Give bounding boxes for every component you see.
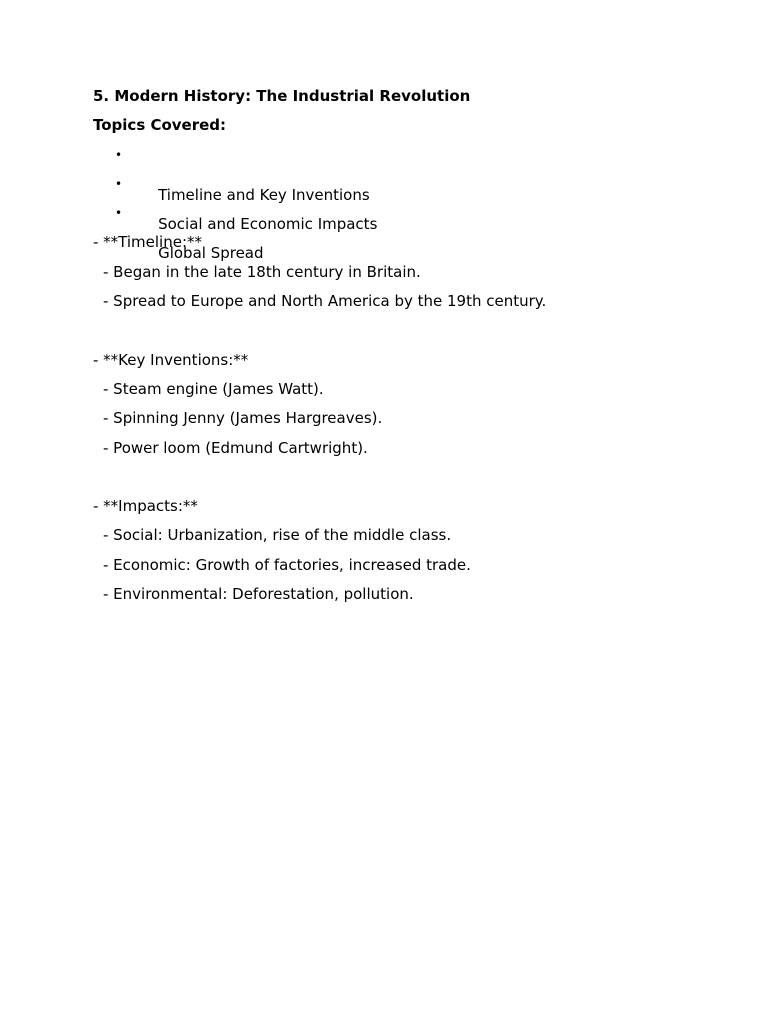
topic-label: Timeline and Key Inventions: [158, 185, 370, 204]
timeline-heading: - **Timeline:**: [93, 233, 203, 252]
timeline-item: - Began in the late 18th century in Britain.: [103, 262, 421, 281]
invention-item: - Spinning Jenny (James Hargreaves).: [103, 409, 383, 428]
bullet-icon: •: [115, 147, 123, 162]
topic-label: Social and Economic Impacts: [158, 214, 378, 233]
topics-heading: Topics Covered:: [93, 116, 227, 135]
invention-item: - Steam engine (James Watt).: [103, 379, 324, 398]
topic-list-item: [93, 174, 728, 233]
impact-item: - Economic: Growth of factories, increased trade.: [103, 555, 471, 574]
impacts-heading: - **Impacts:**: [93, 497, 198, 516]
impact-item: - Environmental: Deforestation, pollution.: [103, 585, 414, 604]
topic-list-item: [93, 145, 728, 204]
inventions-heading: - **Key Inventions:**: [93, 350, 249, 369]
impact-item: - Social: Urbanization, rise of the middle class.: [103, 526, 452, 545]
timeline-item: - Spread to Europe and North America by the 19th century.: [103, 292, 547, 311]
document-page: [93, 86, 728, 613]
invention-item: - Power loom (Edmund Cartwright).: [103, 438, 368, 457]
topic-label: Global Spread: [158, 244, 264, 263]
section-spacer: [93, 467, 728, 496]
document-title: 5. Modern History: The Industrial Revolution: [93, 87, 471, 105]
bullet-icon: •: [115, 176, 123, 191]
bullet-icon: •: [115, 206, 123, 221]
section-spacer: [93, 320, 728, 349]
